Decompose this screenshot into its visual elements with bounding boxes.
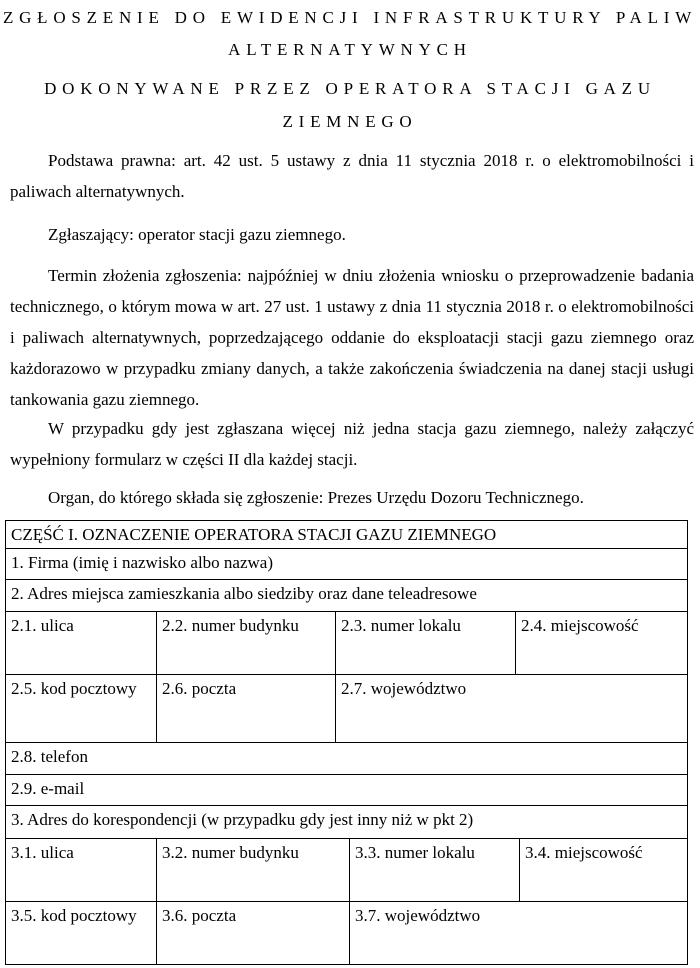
field-corr-building-number[interactable]: 3.2. numer budynku (156, 839, 349, 902)
form-row-address-postal (6, 674, 687, 743)
form-row-address-street (6, 611, 687, 675)
field-corr-city[interactable]: 3.4. miejscowość (519, 839, 687, 902)
field-corr-voivodeship[interactable]: 3.7. województwo (349, 902, 687, 965)
operator-form-table (5, 520, 688, 965)
document-subtitle-line-2: ZIEMNEGO (282, 112, 418, 131)
submitter-paragraph: Zgłaszający: operator stacji gazu ziemnego. (48, 225, 346, 244)
form-row-company (6, 548, 687, 580)
field-apartment-number[interactable]: 2.3. numer lokalu (335, 612, 515, 675)
section-address-label: 2. Adres miejsca zamieszkania albo siedziby oraz dane teleadresowe (11, 584, 477, 603)
authority-paragraph: Organ, do którego składa się zgłoszenie: Prezes Urzędu Dozoru Technicznego. (48, 488, 584, 507)
field-company-name[interactable]: 1. Firma (imię i nazwisko albo nazwa) (11, 553, 274, 572)
form-row-address-header (6, 579, 687, 612)
form-row-correspondence-header (6, 805, 687, 839)
deadline-paragraph: Termin złożenia zgłoszenia: najpóźniej w dniu złożenia wniosku o przeprowadzenie badania technicznego, o którym mowa w art. 27 ust. 1 ustawy z dnia 11 stycznia 2018 r. o elektromobilności i paliwach alternatywnych, poprzedzającego oddanie do eksploatacji stacji gazu ziemnego oraz każdorazowo w przypadku zmiany danych, a także zakończenia świadczenia na danej stacji usługi tankowania gazu ziemnego. (10, 266, 694, 409)
field-post-office[interactable]: 2.6. poczta (156, 675, 335, 743)
field-corr-postal-code[interactable]: 3.5. kod pocztowy (11, 906, 137, 925)
legal-basis-paragraph: Podstawa prawna: art. 42 ust. 5 ustawy z dnia 11 stycznia 2018 r. o elektromobilności i paliwach alternatywnych. (10, 151, 694, 201)
field-corr-apartment-number[interactable]: 3.3. numer lokalu (349, 839, 519, 902)
field-street[interactable]: 2.1. ulica (11, 616, 74, 635)
field-corr-post-office[interactable]: 3.6. poczta (156, 902, 349, 965)
section-correspondence-label: 3. Adres do korespondencji (w przypadku gdy jest inny niż w pkt 2) (11, 810, 474, 829)
field-city[interactable]: 2.4. miejscowość (515, 612, 687, 675)
document-title-line-1: ZGŁOSZENIE DO EWIDENCJI INFRASTRUKTURY PALIW (2, 8, 698, 27)
multiple-stations-paragraph: W przypadku gdy jest zgłaszana więcej niż jedna stacja gazu ziemnego, należy załączyć wypełniony formularz w części II dla każdej stacji. (10, 419, 694, 469)
field-email[interactable]: 2.9. e-mail (11, 779, 85, 798)
field-voivodeship[interactable]: 2.7. województwo (335, 675, 687, 743)
field-corr-street[interactable]: 3.1. ulica (11, 843, 74, 862)
document-title-line-2: ALTERNATYWNYCH (228, 40, 472, 59)
part-heading: CZĘŚĆ I. OZNACZENIE OPERATORA STACJI GAZU ZIEMNEGO (11, 525, 497, 544)
field-postal-code[interactable]: 2.5. kod pocztowy (11, 679, 137, 698)
form-part-heading-row (6, 521, 687, 548)
field-building-number[interactable]: 2.2. numer budynku (156, 612, 335, 675)
form-row-correspondence-postal (6, 901, 687, 965)
document-subtitle-line-1: DOKONYWANE PRZEZ OPERATORA STACJI GAZU (44, 79, 656, 98)
form-row-email (6, 774, 687, 806)
form-row-correspondence-street (6, 838, 687, 902)
field-phone[interactable]: 2.8. telefon (11, 747, 88, 766)
form-row-phone (6, 742, 687, 775)
